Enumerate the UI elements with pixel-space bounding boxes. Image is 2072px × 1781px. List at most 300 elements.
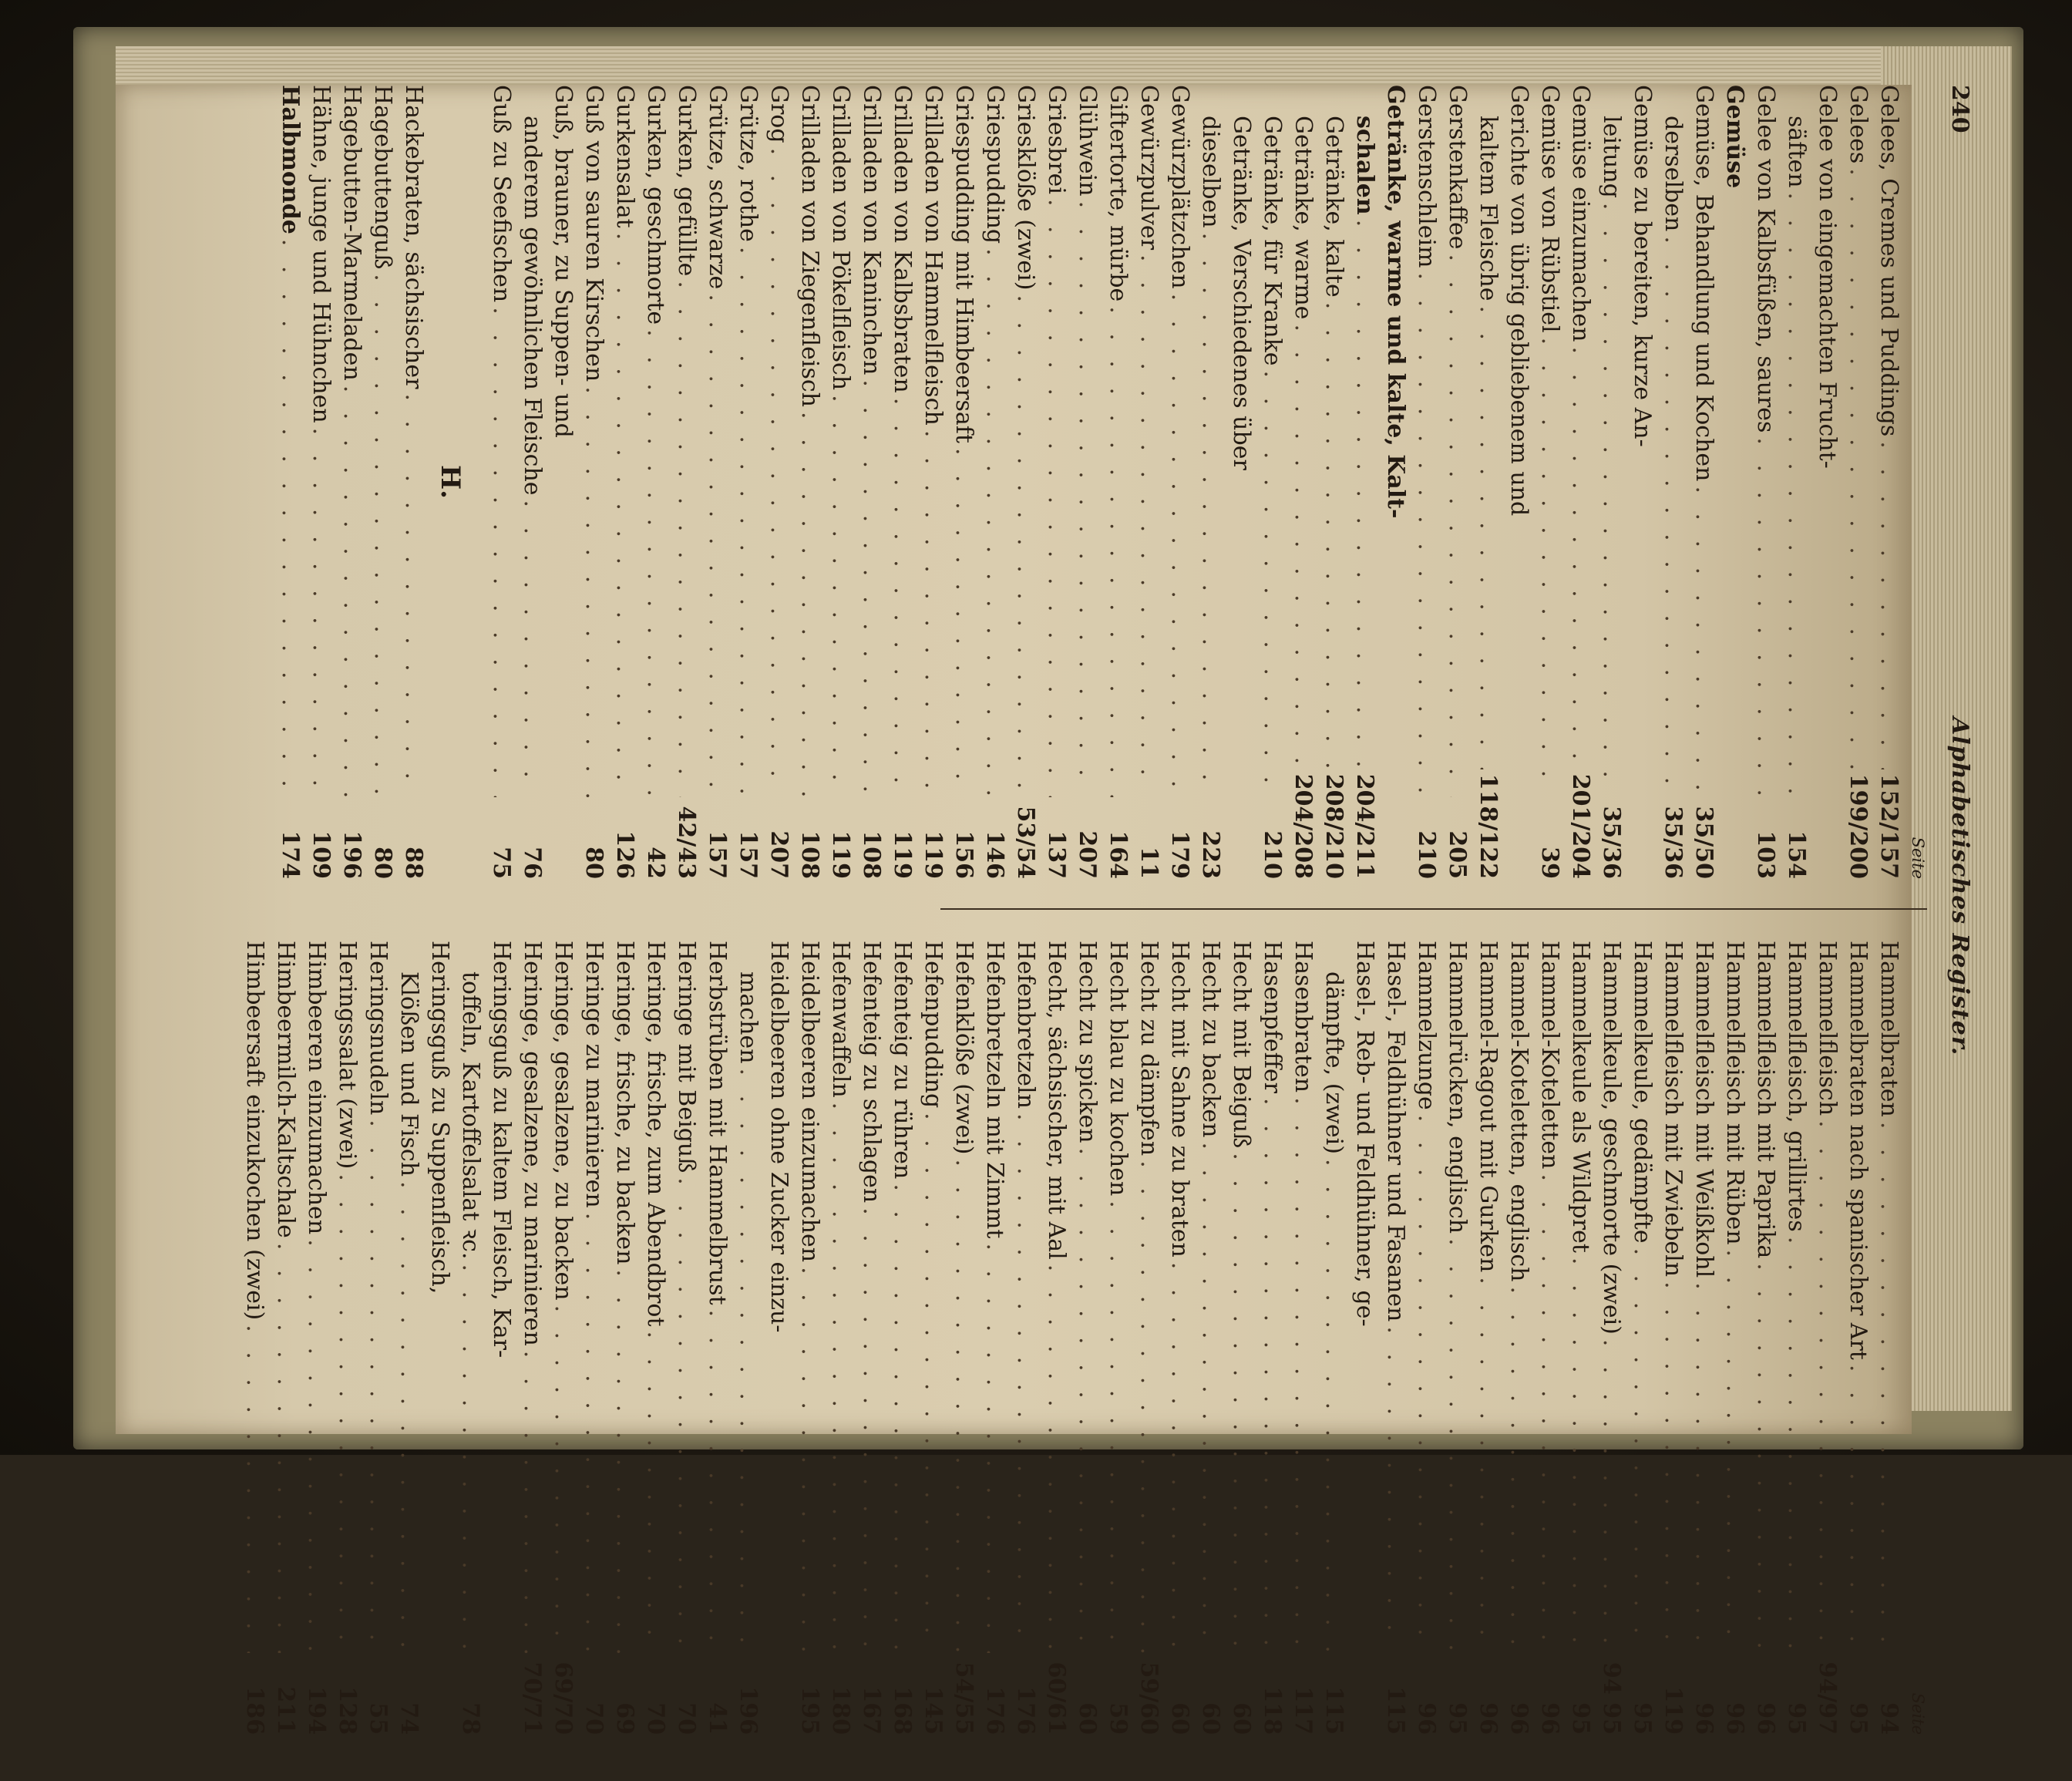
index-entry	[886, 85, 917, 879]
entry-page-number: 117	[1290, 1686, 1317, 1735]
dot-leader	[305, 428, 336, 797]
index-entry	[1226, 85, 1256, 879]
dot-leader	[1102, 1200, 1133, 1653]
entry-text: Klößen und Fisch	[395, 971, 422, 1177]
index-entry	[1010, 85, 1041, 879]
entry-page-number: 196	[338, 830, 365, 879]
index-entry	[1133, 941, 1164, 1735]
entry-text: Heringe, gesalzene, zu backen	[550, 941, 577, 1301]
dot-leader	[1719, 1250, 1750, 1653]
entry-page-number: 195	[796, 1686, 823, 1735]
entry-text: Gemüse, Behandlung und Kochen	[1690, 85, 1717, 482]
entry-text: Herbstrüben mit Hammelbrust	[704, 941, 731, 1305]
dot-leader	[398, 393, 429, 797]
dot-leader	[1657, 1281, 1688, 1653]
entry-text: Getränke, warme und kalte, Kalt-	[1382, 85, 1409, 519]
dot-leader	[1534, 1173, 1565, 1653]
index-entry	[578, 941, 609, 1735]
index-entry	[516, 941, 547, 1735]
index-entry	[1657, 85, 1688, 879]
entry-text: Hammelfleisch	[1814, 941, 1841, 1116]
entry-text: Hammelfleisch mit Paprika	[1752, 941, 1779, 1259]
dot-leader	[516, 1351, 547, 1653]
entry-text: Gemüse einzumachen	[1567, 85, 1594, 342]
index-entry	[671, 85, 701, 879]
dot-leader	[1010, 1113, 1041, 1653]
entry-page-number: 96	[1690, 1702, 1717, 1735]
dot-leader	[336, 385, 367, 797]
dot-leader	[732, 1069, 763, 1653]
entry-text: Hammelkeule, gedämpfte	[1629, 941, 1656, 1244]
entry-text: Guß zu Seefischen	[488, 85, 515, 303]
dot-leader	[979, 1243, 1010, 1653]
entry-page-number: 60	[1074, 1702, 1101, 1735]
left-index-column	[274, 85, 1927, 879]
entry-page-number: 95	[1629, 1702, 1656, 1735]
entry-page-number: 156	[950, 830, 977, 879]
entry-text: Gerichte von übrig gebliebenem und	[1505, 85, 1532, 517]
entry-text: Hähne, junge und Hühnchen	[308, 85, 335, 423]
h-entry-list	[274, 85, 429, 879]
entry-page-number: 42	[642, 847, 669, 879]
index-entry	[362, 941, 393, 1735]
entry-page-number: 210	[1413, 830, 1440, 879]
index-entry	[856, 941, 886, 1735]
dot-leader	[701, 294, 732, 797]
index-entry	[1750, 941, 1781, 1735]
index-entry	[1256, 85, 1287, 879]
dot-leader	[331, 1173, 362, 1653]
entry-text: Hecht zu backen	[1197, 941, 1224, 1138]
seite-label-right: Seite	[1909, 1692, 1927, 1735]
entry-text: Grilladen von Kaninchen	[858, 85, 885, 375]
entry-text: Getränke, kalte	[1320, 116, 1347, 298]
dot-leader	[1472, 1277, 1503, 1653]
entry-text: kaltem Fleische	[1475, 116, 1502, 301]
dot-leader	[1041, 199, 1071, 797]
dot-leader	[301, 1239, 331, 1653]
entry-text: Hackebraten, sächsischer	[400, 85, 427, 389]
dot-leader	[1226, 1153, 1256, 1653]
entry-page-number: 115	[1382, 1686, 1409, 1735]
entry-text: Hammel-Ragout mit Gurken	[1475, 941, 1502, 1273]
index-entry	[794, 85, 825, 879]
entry-text: Griesbrei	[1043, 85, 1070, 194]
entry-text: Gemüse zu bereiten, kurze An-	[1629, 85, 1656, 447]
index-entry	[1071, 941, 1102, 1735]
entry-text: Grütze, rothe	[735, 85, 762, 242]
dot-leader	[825, 1103, 856, 1653]
dot-leader	[732, 247, 763, 797]
entry-page-number: 196	[735, 1686, 762, 1735]
entry-page-number: 69/70	[550, 1661, 577, 1735]
index-entry	[917, 85, 948, 879]
index-entry	[1626, 85, 1657, 879]
entry-text: Hefenbretzeln mit Zimmt	[981, 941, 1008, 1239]
seite-label-left: Seite	[1909, 837, 1927, 879]
entry-text: Hasel-, Reb- und Feldhühner, ge-	[1351, 941, 1378, 1327]
dot-leader	[1842, 168, 1873, 769]
entry-text: Guß von sauren Kirschen	[580, 85, 607, 382]
entry-text: Heringsnudeln	[365, 941, 392, 1116]
index-entry	[1071, 85, 1102, 879]
entry-page-number: 95	[1444, 1702, 1471, 1735]
entry-page-number: 96	[1752, 1702, 1779, 1735]
right-entry-list	[239, 941, 1904, 1735]
page-number: 240	[1946, 85, 1973, 133]
dot-leader	[1411, 1115, 1441, 1653]
entry-page-number: 96	[1413, 1702, 1440, 1735]
entry-page-number: 80	[369, 847, 396, 879]
entry-text: Getränke, Verschiedenes über	[1228, 116, 1255, 470]
dot-leader	[1472, 305, 1503, 769]
dot-leader	[1596, 1339, 1626, 1653]
index-entry	[367, 85, 398, 879]
dot-leader	[1565, 347, 1596, 769]
entry-page-number: 96	[1536, 1702, 1563, 1735]
index-entry	[1441, 85, 1472, 879]
dot-leader	[856, 379, 886, 797]
entry-text: säften	[1783, 116, 1810, 188]
index-entry	[393, 941, 424, 1735]
dot-leader	[1781, 193, 1811, 797]
entry-text: Hagebuttenguß	[369, 85, 396, 270]
index-entry	[1287, 941, 1318, 1735]
entry-text: Hammelfleisch, grillirtes	[1783, 941, 1810, 1232]
dot-leader	[1071, 1148, 1102, 1653]
index-entry	[455, 941, 486, 1735]
entry-text: Heringe, gesalzene, zu marinieren	[519, 941, 546, 1346]
entry-page-number: 157	[735, 830, 762, 879]
entry-page-number: 75	[488, 847, 515, 879]
dot-leader	[640, 329, 671, 797]
dot-leader	[547, 1305, 578, 1653]
entry-text: Heringe mit Beiguß	[673, 941, 700, 1173]
index-entry	[856, 85, 886, 879]
index-entry	[886, 941, 917, 1735]
dot-leader	[393, 1181, 424, 1653]
entry-page-number: 109	[308, 830, 335, 879]
entry-page-number: 176	[1012, 1686, 1039, 1735]
entry-page-number: 59	[1105, 1702, 1132, 1735]
dot-leader	[1873, 441, 1904, 769]
entry-text: Hefenteig zu rühren	[889, 941, 916, 1180]
index-entry	[1195, 941, 1226, 1735]
index-entry	[1226, 941, 1256, 1735]
entry-page-number: 11	[1135, 847, 1162, 879]
dot-leader	[1441, 1238, 1472, 1653]
index-entry	[1380, 85, 1411, 879]
entry-text: Hefenbretzeln	[1012, 941, 1039, 1109]
entry-text: Gelees, Cremes und Puddings	[1875, 85, 1902, 437]
dot-leader	[1688, 1282, 1719, 1653]
entry-page-number: 108	[858, 830, 885, 879]
left-entry-list	[486, 85, 1904, 879]
entry-page-number: 157	[704, 830, 731, 879]
entry-text: Grilladen von Pökelfleisch	[827, 85, 854, 391]
entry-page-number: 119	[889, 830, 916, 879]
dot-leader	[1195, 233, 1226, 797]
index-entry	[1873, 941, 1904, 1735]
index-entry	[640, 85, 671, 879]
dot-leader	[948, 1160, 979, 1654]
dot-leader	[701, 1310, 732, 1653]
entry-text: Gurkensalat	[611, 85, 638, 228]
entry-text: Hefenpudding	[920, 941, 947, 1109]
index-entry	[1102, 85, 1133, 879]
entry-page-number: 94 95	[1598, 1662, 1625, 1735]
dot-leader	[1195, 1142, 1226, 1653]
entry-page-number: 39	[1536, 847, 1563, 879]
entry-page-number: 59/60	[1135, 1661, 1162, 1735]
index-entry	[239, 941, 270, 1735]
index-entry	[1010, 941, 1041, 1735]
entry-page-number: 168	[889, 1686, 916, 1735]
entry-text: Himbeersaft einzukochen (zwei)	[241, 941, 268, 1321]
entry-text: Gelee von Kalbsfüßen, saures	[1752, 85, 1779, 433]
dot-leader	[1071, 201, 1102, 797]
index-entry	[331, 941, 362, 1735]
entry-page-number: 95	[1567, 1702, 1594, 1735]
entry-text: Hefenwaffeln	[827, 941, 854, 1098]
entry-page-number: 54/55	[950, 1661, 977, 1735]
index-entry	[1472, 85, 1503, 879]
dot-leader	[1565, 1257, 1596, 1653]
entry-text: Hasel-, Feldhühner und Fasanen	[1382, 941, 1409, 1322]
index-entry	[763, 85, 794, 879]
index-entry	[1596, 85, 1626, 879]
dot-leader	[274, 239, 305, 797]
dot-leader	[1750, 437, 1781, 797]
index-entry	[1781, 941, 1811, 1735]
dot-leader	[1688, 486, 1719, 797]
entry-page-number: 146	[981, 830, 1008, 879]
index-entry	[1534, 941, 1565, 1735]
dot-leader	[794, 412, 825, 797]
entry-page-number: 108	[796, 830, 823, 879]
index-entry	[1133, 85, 1164, 879]
entry-text: Hecht blau zu kochen	[1105, 941, 1132, 1197]
entry-text: Hecht mit Sahne zu braten	[1166, 941, 1193, 1257]
index-entry	[1688, 85, 1719, 879]
entry-page-number: 194	[303, 1686, 330, 1735]
entry-page-number: 128	[334, 1686, 361, 1735]
entry-page-number: 118/122	[1475, 773, 1502, 879]
entry-page-number: 70	[580, 1702, 607, 1735]
entry-text: Gemüse	[1721, 85, 1748, 189]
dot-leader	[1133, 1160, 1164, 1653]
entry-page-number: 70	[673, 1702, 700, 1735]
entry-text: Grütze, schwarze	[704, 85, 731, 290]
index-entry	[1565, 941, 1596, 1735]
entry-text: Heidelbeeren einzumachen	[796, 941, 823, 1263]
entry-text: Griesklöße (zwei)	[1012, 85, 1039, 291]
entry-text: Gemüse von Rübstiel	[1536, 85, 1563, 333]
book-page	[116, 85, 1973, 1735]
entry-page-number: 74	[395, 1702, 422, 1735]
entry-text: derselben	[1660, 116, 1687, 232]
index-entry	[1318, 941, 1349, 1735]
dot-leader	[1380, 1326, 1411, 1653]
entry-page-number: 119	[920, 830, 947, 879]
dot-leader	[578, 1213, 609, 1653]
entry-page-number: 42/43	[673, 806, 700, 879]
dot-leader	[1164, 294, 1195, 797]
index-entry	[1164, 85, 1195, 879]
entry-page-number: 55	[365, 1702, 392, 1735]
index-entry	[1719, 85, 1750, 879]
entry-text: dieselben	[1197, 116, 1224, 228]
index-entry	[1441, 941, 1472, 1735]
entry-page-number: 80	[580, 847, 607, 879]
entry-text: anderem gewöhnlichen Fleische	[519, 116, 546, 496]
dot-leader	[455, 1264, 486, 1653]
entry-page-number: 179	[1166, 830, 1193, 879]
index-entry	[609, 941, 640, 1735]
index-entry	[1842, 85, 1873, 879]
index-entry	[732, 85, 763, 879]
entry-page-number: 70	[642, 1702, 669, 1735]
entry-page-number: 164	[1105, 830, 1132, 879]
entry-text: Hammel-Koteletten	[1536, 941, 1563, 1170]
dot-leader	[640, 1332, 671, 1653]
entry-page-number: 174	[277, 830, 304, 879]
index-entry	[424, 941, 455, 1735]
entry-text: Grog	[765, 85, 792, 143]
entry-page-number: 94/97	[1814, 1661, 1841, 1735]
entry-text: Getränke, für Kranke	[1259, 116, 1286, 366]
index-entry	[979, 85, 1010, 879]
entry-text: Hammelbraten nach spanischer Art	[1845, 941, 1872, 1360]
index-entry	[547, 85, 578, 879]
entry-page-number: 126	[611, 830, 638, 879]
entry-page-number: 95	[1845, 1702, 1872, 1735]
entry-text: Giftertorte, mürbe	[1105, 85, 1132, 302]
entry-page-number: 41	[704, 1702, 731, 1735]
entry-text: Grilladen von Ziegenfleisch	[796, 85, 823, 408]
entry-page-number: 137	[1043, 830, 1070, 879]
index-entry	[398, 85, 429, 879]
index-entry	[274, 85, 305, 879]
dot-leader	[825, 395, 856, 797]
dot-leader	[1349, 220, 1380, 769]
entry-page-number: 186	[241, 1686, 268, 1735]
entry-page-number: 180	[827, 1686, 854, 1735]
entry-text: Grilladen von Kalbsbraten	[889, 85, 916, 393]
index-entry	[305, 85, 336, 879]
index-entry	[825, 941, 856, 1735]
entry-page-number: 88	[400, 847, 427, 879]
index-entry	[917, 941, 948, 1735]
column-divider	[940, 908, 1927, 910]
index-entry	[1411, 85, 1441, 879]
entry-text: Hecht zu dämpfen	[1135, 941, 1162, 1156]
entry-text: Hagebutten-Marmeladen	[338, 85, 365, 381]
index-entry	[948, 85, 979, 879]
dot-leader	[917, 430, 948, 797]
dot-leader	[239, 1325, 270, 1653]
entry-text: Gurken, geschmorte	[642, 85, 669, 325]
entry-text: Hammel-Koteletten, englisch	[1505, 941, 1532, 1282]
entry-page-number: 115	[1320, 1686, 1347, 1735]
dot-leader	[1318, 302, 1349, 769]
page-content-rotated	[241, 85, 1973, 1781]
page-title: Alphabetisches Register.	[1946, 717, 1973, 1056]
entry-text: Hammelfleisch mit Rüben	[1721, 941, 1748, 1245]
entry-text: Hefenklöße (zwei)	[950, 941, 977, 1155]
index-entry	[701, 85, 732, 879]
index-entry	[270, 941, 301, 1735]
index-entry	[671, 941, 701, 1735]
entry-text: Heringe, frische, zum Abendbrot	[642, 941, 669, 1327]
dot-leader	[609, 1269, 640, 1653]
index-entry	[516, 85, 547, 879]
entry-page-number: 223	[1197, 830, 1224, 879]
index-entry	[701, 941, 732, 1735]
entry-text: dämpfte, (zwei)	[1320, 971, 1347, 1154]
entry-page-number: 152/157	[1875, 773, 1902, 879]
dot-leader	[1256, 1098, 1287, 1653]
entry-text: Hasenpfeffer	[1259, 941, 1286, 1093]
index-entry	[1781, 85, 1811, 879]
entry-page-number: 204/208	[1290, 773, 1317, 879]
index-entry	[1287, 85, 1318, 879]
index-entry	[486, 941, 516, 1735]
dot-leader	[1873, 1122, 1904, 1653]
entry-text: Hecht mit Beiguß	[1228, 941, 1255, 1149]
index-entry	[825, 85, 856, 879]
index-entry	[547, 941, 578, 1735]
dot-leader	[578, 386, 609, 797]
entry-page-number: 53/54	[1012, 806, 1039, 879]
index-entry	[1688, 941, 1719, 1735]
entry-text: Heringssalat (zwei)	[334, 941, 361, 1170]
entry-text: Heringsguß zu Suppenfleisch,	[426, 941, 453, 1295]
entry-page-number: 95	[1783, 1702, 1810, 1735]
index-entry	[1041, 85, 1071, 879]
entry-page-number: 35/36	[1660, 806, 1687, 879]
entry-text: schalen	[1351, 116, 1378, 215]
dot-leader	[1287, 324, 1318, 769]
index-entry	[794, 941, 825, 1735]
index-entry	[1256, 941, 1287, 1735]
entry-page-number: 118	[1259, 1686, 1286, 1735]
entry-text: Hasenbraten	[1290, 941, 1317, 1093]
entry-text: Hefenteig zu schlagen	[858, 941, 885, 1204]
entry-page-number: 176	[981, 1686, 1008, 1735]
dot-leader	[763, 148, 794, 797]
entry-page-number: 208/210	[1320, 773, 1347, 879]
dot-leader	[1657, 236, 1688, 797]
dot-leader	[362, 1119, 393, 1653]
entry-page-number: 204/211	[1351, 773, 1378, 879]
entry-text: Grilladen von Hammelfleisch	[920, 85, 947, 426]
index-entry	[486, 85, 516, 879]
entry-text: Gelee von eingemachten Frucht-	[1814, 85, 1841, 469]
index-entry	[1534, 85, 1565, 879]
index-entry	[979, 941, 1010, 1735]
dot-leader	[486, 307, 516, 797]
dot-leader	[1010, 295, 1041, 797]
dot-leader	[1256, 371, 1287, 797]
dot-leader	[794, 1267, 825, 1653]
entry-text: Gewürzplätzchen	[1166, 85, 1193, 289]
entry-page-number: 154	[1783, 830, 1810, 879]
index-entry	[1472, 941, 1503, 1735]
dot-leader	[1596, 203, 1626, 797]
entry-page-number: 94	[1875, 1702, 1902, 1735]
index-entry	[1626, 941, 1657, 1735]
